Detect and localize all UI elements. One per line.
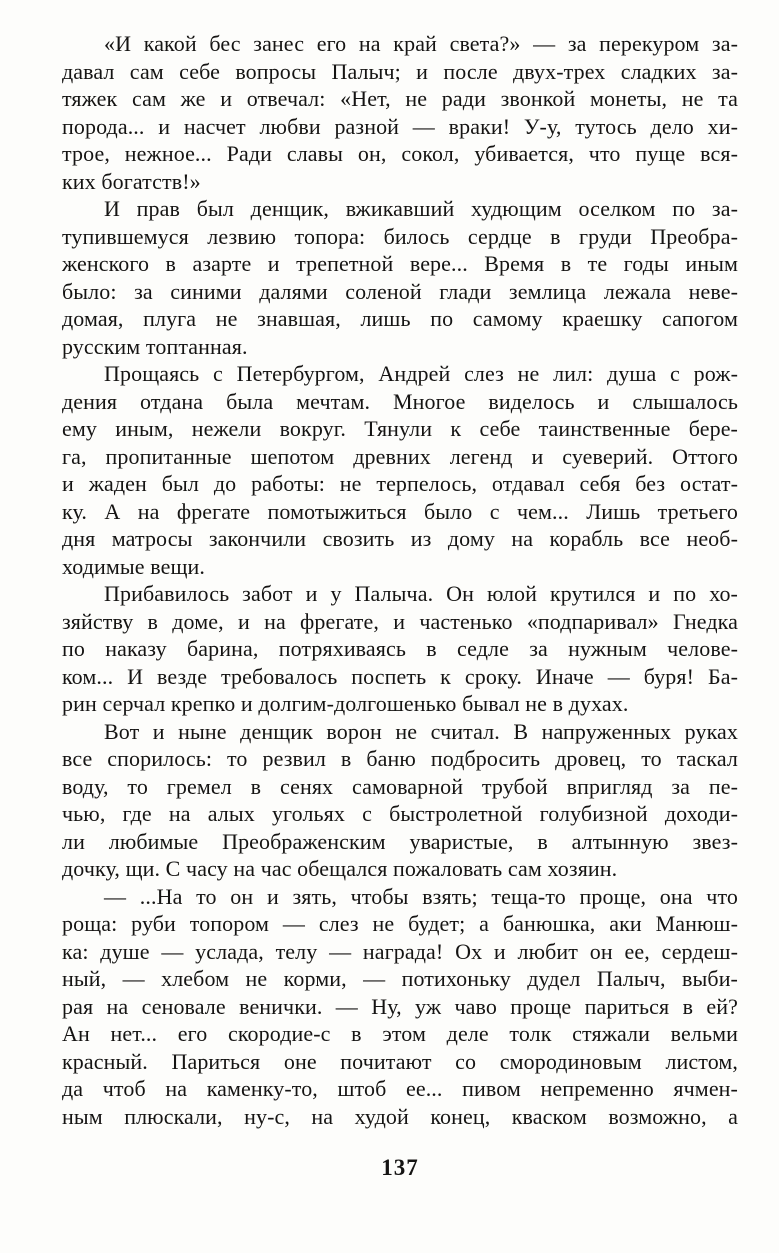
text-line: воду, то гремел в сенях самоварной трубой впригляд за пе- [62, 773, 738, 799]
text-line: давал сам себе вопросы Палыч; и после двух-трех сладких за- [62, 58, 738, 84]
page-text [62, 30, 738, 1130]
text-line: ным плюскали, ну-с, на худой конец, кваском возможно, а [62, 1103, 738, 1129]
text-line: дочку, щи. С часу на час обещался пожаловать сам хозяин. [62, 856, 618, 881]
text-line: И прав был денщик, вжикавший худющим оселком по за- [104, 196, 738, 221]
paragraph [62, 883, 738, 1131]
paragraph [62, 360, 738, 580]
text-line: «И какой бес занес его на край света?» — за перекуром за- [104, 31, 738, 56]
text-line: Ан нет... его скородие-с в этом деле толк стяжали вельми [62, 1021, 738, 1046]
text-line: зяйству в доме, и на фрегате, и частенько «подпаривал» Гнедка [62, 608, 738, 634]
paragraph [62, 195, 738, 360]
text-line: женского в азарте и трепетной вере... Время в те годы иным [62, 251, 738, 276]
text-line: и жаден был до работы: не терпелось, отдавал себя без остат- [62, 471, 738, 496]
text-line: Прибавилось забот и у Палыча. Он юлой крутился и по хо- [104, 581, 738, 606]
text-line: ный, — хлебом не корми, — потихоньку дудел Палыч, выби- [62, 966, 738, 991]
text-line: — ...На то он и зять, чтобы взять; теща-то проще, она что [104, 883, 738, 909]
text-line: трое, нежное... Ради славы он, сокол, убивается, что пуще вся- [62, 141, 738, 166]
text-line: ли любимые Преображенским уваристые, в алтынную звез- [62, 828, 738, 854]
text-line: ку. А на фрегате помотыжиться было с чем... Лишь третьего [62, 498, 738, 524]
paragraph [62, 30, 738, 195]
text-line: роща: руби топором — слез не будет; а банюшка, аки Манюш- [62, 911, 738, 936]
text-line: все спорилось: то резвил в баню подбросить дровец, то таскал [62, 746, 738, 771]
text-line: Прощаясь с Петербургом, Андрей слез не лил: душа с рож- [104, 361, 738, 386]
text-line: русским топтанная. [62, 333, 248, 359]
text-line: ком... И везде требовалось поспеть к сроку. Иначе — буря! Ба- [62, 663, 738, 689]
text-line: по наказу барина, потряхиваясь в седле за нужным челове- [62, 636, 738, 661]
text-line: га, пропитанные шепотом древних легенд и суеверий. Оттого [62, 443, 738, 469]
text-line: порода... и насчет любви разной — враки! У-у, тутось дело хи- [62, 113, 738, 139]
text-line: чью, где на алых угольях с быстролетной голубизной доходи- [62, 801, 738, 826]
text-line: домая, плуга не знавшая, лишь по самому краешку сапогом [62, 306, 738, 331]
text-line: ких богатств!» [62, 168, 201, 194]
text-line: дня матросы закончили свозить из дому на корабль все необ- [62, 526, 738, 551]
paragraph [62, 580, 738, 718]
text-line: красный. Париться оне почитают со смородиновым листом, [62, 1048, 738, 1074]
text-line: тупившемуся лезвию топора: билось сердце в груди Преобра- [62, 223, 738, 249]
text-line: дения отдана была мечтам. Многое виделось и слышалось [62, 388, 738, 414]
text-line: ходимые вещи. [62, 553, 206, 579]
text-line: тяжек сам же и отвечал: «Нет, не ради звонкой монеты, не та [62, 86, 738, 111]
text-line: было: за синими далями соленой глади землица лежала неве- [62, 278, 738, 304]
page-number: 137 [381, 1155, 419, 1180]
page-content [62, 30, 738, 1181]
text-line: да чтоб на каменку-то, штоб ее... пивом непременно ячмен- [62, 1076, 738, 1101]
text-line: рая на сеновале венички. — Ну, уж чаво проще париться в ей? [62, 993, 738, 1019]
paragraph [62, 718, 738, 883]
text-line: рин серчал крепко и долгим-долгошенько бывал не в духах. [62, 691, 629, 716]
text-line: ему иным, нежели вокруг. Тянули к себе таинственные бере- [62, 416, 738, 441]
text-line: ка: душе — услада, телу — награда! Ох и любит он ее, сердеш- [62, 938, 738, 964]
text-line: Вот и ныне денщик ворон не считал. В напруженных руках [104, 718, 738, 744]
